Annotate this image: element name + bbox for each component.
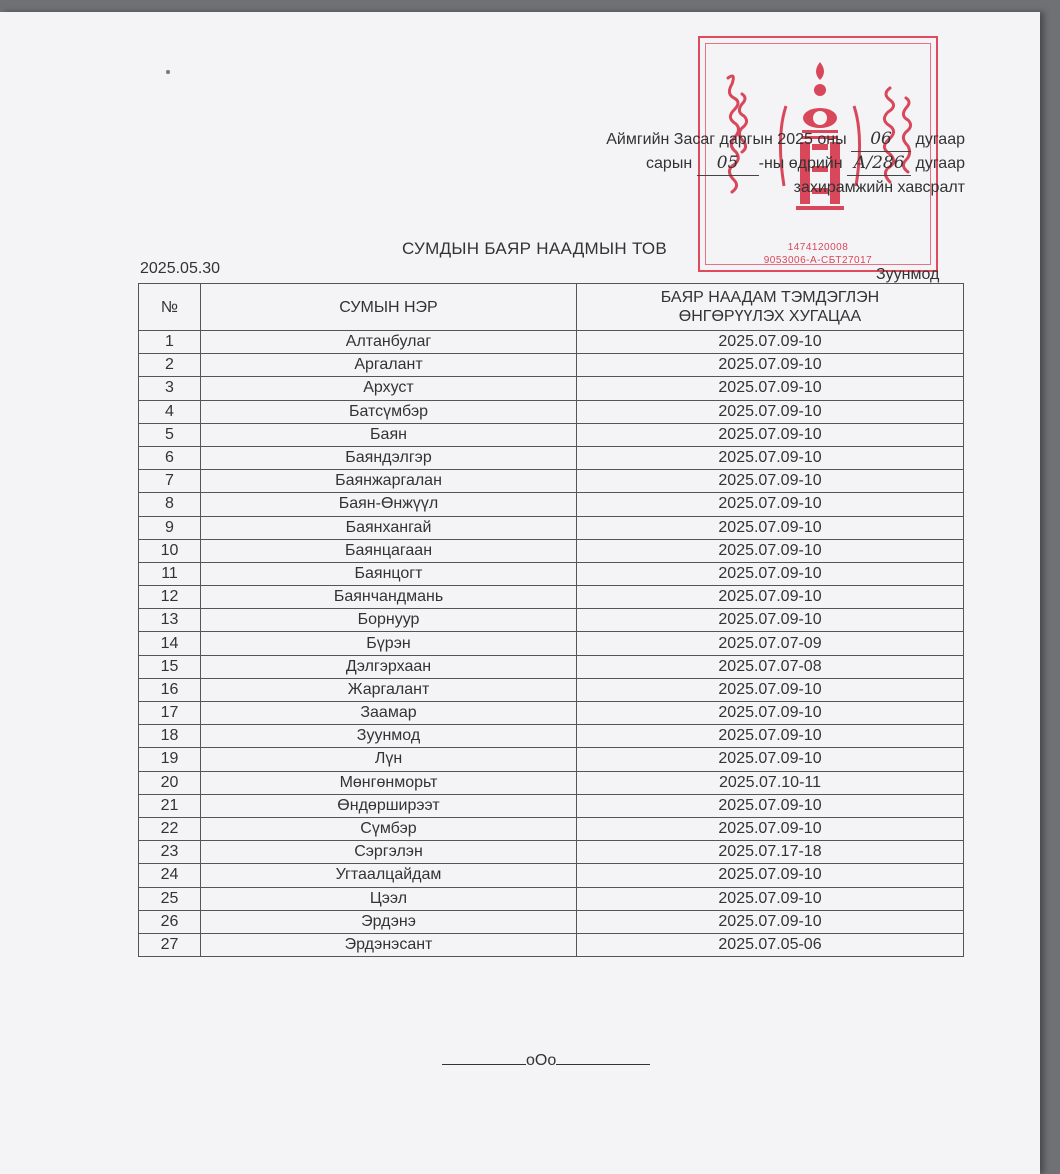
- soum-name: Батсүмбэр: [201, 400, 577, 423]
- row-number: 21: [139, 794, 201, 817]
- decree-line-3: захирамжийн хавсралт: [793, 179, 965, 196]
- end-line-left: [442, 1064, 526, 1065]
- table-row: [139, 817, 964, 840]
- decree-line2-suffix: дугаар: [915, 155, 965, 172]
- soum-name: Баянжаргалан: [201, 470, 577, 493]
- soum-name: Баянцагаан: [201, 539, 577, 562]
- decree-month-number: 06: [851, 128, 911, 152]
- soum-name: Зуунмод: [201, 725, 577, 748]
- row-number: 16: [139, 678, 201, 701]
- soum-name: Угтаалцайдам: [201, 864, 577, 887]
- table-row: [139, 562, 964, 585]
- soum-name: Баяндэлгэр: [201, 446, 577, 469]
- row-number: 1: [139, 331, 201, 354]
- table-row: [139, 864, 964, 887]
- document-date: 2025.05.30: [140, 260, 221, 277]
- row-number: 9: [139, 516, 201, 539]
- seal-number-1: 1474120008: [787, 242, 849, 253]
- soum-name: Аргалант: [201, 354, 577, 377]
- festival-period: 2025.07.09-10: [577, 354, 964, 377]
- document-page: [0, 12, 1040, 1174]
- festival-period: 2025.07.17-18: [577, 841, 964, 864]
- row-number: 4: [139, 400, 201, 423]
- table-row: [139, 446, 964, 469]
- table-row: [139, 539, 964, 562]
- table-header-row: [139, 284, 964, 331]
- soum-name: Жаргалант: [201, 678, 577, 701]
- soum-name: Баянчандмань: [201, 586, 577, 609]
- row-number: 7: [139, 470, 201, 493]
- festival-period: 2025.07.09-10: [577, 516, 964, 539]
- document-end-mark: [442, 1052, 650, 1070]
- row-number: 19: [139, 748, 201, 771]
- festival-period: 2025.07.07-09: [577, 632, 964, 655]
- table-row: [139, 354, 964, 377]
- table-row: [139, 910, 964, 933]
- festival-period: 2025.07.09-10: [577, 910, 964, 933]
- festival-period: 2025.07.05-06: [577, 933, 964, 956]
- festival-period: 2025.07.09-10: [577, 794, 964, 817]
- header-period-line2: ӨНГӨРҮҮЛЭХ ХУГАЦАА: [678, 308, 862, 325]
- table-row: [139, 493, 964, 516]
- table-row: [139, 933, 964, 956]
- festival-period: 2025.07.07-08: [577, 655, 964, 678]
- festival-period: 2025.07.09-10: [577, 470, 964, 493]
- festival-period: 2025.07.09-10: [577, 864, 964, 887]
- soum-name: Дэлгэрхаан: [201, 655, 577, 678]
- row-number: 3: [139, 377, 201, 400]
- soum-name: Сүмбэр: [201, 817, 577, 840]
- soum-name: Архуст: [201, 377, 577, 400]
- row-number: 6: [139, 446, 201, 469]
- schedule-table: [138, 283, 964, 957]
- seal-number-2: 9053006-А-СБТ27017: [763, 255, 873, 266]
- header-soum-name: СУМЫН НЭР: [201, 284, 577, 331]
- festival-period: 2025.07.09-10: [577, 377, 964, 400]
- soum-name: Мөнгөнморьт: [201, 771, 577, 794]
- festival-period: 2025.07.09-10: [577, 423, 964, 446]
- table-row: [139, 725, 964, 748]
- end-line-right: [556, 1064, 650, 1065]
- soum-name: Борнуур: [201, 609, 577, 632]
- table-row: [139, 655, 964, 678]
- festival-period: 2025.07.09-10: [577, 678, 964, 701]
- row-number: 14: [139, 632, 201, 655]
- row-number: 17: [139, 702, 201, 725]
- table-row: [139, 841, 964, 864]
- table-row: [139, 586, 964, 609]
- table-row: [139, 794, 964, 817]
- table-row: [139, 748, 964, 771]
- soum-name: Баян-Өнжүүл: [201, 493, 577, 516]
- table-row: [139, 702, 964, 725]
- row-number: 18: [139, 725, 201, 748]
- row-number: 5: [139, 423, 201, 446]
- decree-line2-middle: -ны өдрийн: [758, 155, 843, 172]
- document-title: СУМДЫН БАЯР НААДМЫН ТОВ: [402, 239, 668, 258]
- table-row: [139, 771, 964, 794]
- table-row: [139, 377, 964, 400]
- soum-name: Бүрэн: [201, 632, 577, 655]
- table-body: [139, 331, 964, 957]
- row-number: 11: [139, 562, 201, 585]
- row-number: 23: [139, 841, 201, 864]
- table-row: [139, 516, 964, 539]
- decree-line2-prefix: сарын: [646, 155, 693, 172]
- document-place: Зуунмод: [876, 266, 940, 283]
- row-number: 24: [139, 864, 201, 887]
- table-row: [139, 887, 964, 910]
- row-number: 26: [139, 910, 201, 933]
- festival-period: 2025.07.09-10: [577, 887, 964, 910]
- table-row: [139, 423, 964, 446]
- table-row: [139, 609, 964, 632]
- header-period-line1: БАЯР НААДАМ ТЭМДЭГЛЭН: [660, 289, 880, 306]
- soum-name: Алтанбулаг: [201, 331, 577, 354]
- row-number: 8: [139, 493, 201, 516]
- festival-period: 2025.07.09-10: [577, 446, 964, 469]
- header-number: №: [139, 284, 201, 331]
- decree-day-number: 05: [697, 152, 759, 176]
- row-number: 20: [139, 771, 201, 794]
- paper-speck: [166, 70, 170, 74]
- soum-name: Заамар: [201, 702, 577, 725]
- soum-name: Баянхангай: [201, 516, 577, 539]
- decree-order-number: А/286: [847, 152, 911, 176]
- decree-line-2: [606, 152, 965, 176]
- festival-period: 2025.07.09-10: [577, 609, 964, 632]
- table-row: [139, 331, 964, 354]
- decree-reference: [606, 128, 965, 199]
- soum-name: Лүн: [201, 748, 577, 771]
- decree-line1-prefix: Аймгийн Засаг даргын 2025 оны: [606, 131, 847, 148]
- festival-period: 2025.07.09-10: [577, 539, 964, 562]
- row-number: 15: [139, 655, 201, 678]
- table-row: [139, 470, 964, 493]
- row-number: 27: [139, 933, 201, 956]
- festival-period: 2025.07.10-11: [577, 771, 964, 794]
- header-period: [577, 284, 964, 331]
- soum-name: Цээл: [201, 887, 577, 910]
- festival-period: 2025.07.09-10: [577, 702, 964, 725]
- festival-period: 2025.07.09-10: [577, 562, 964, 585]
- soum-name: Баянцогт: [201, 562, 577, 585]
- decree-line1-suffix: дугаар: [915, 131, 965, 148]
- festival-period: 2025.07.09-10: [577, 817, 964, 840]
- festival-period: 2025.07.09-10: [577, 725, 964, 748]
- row-number: 10: [139, 539, 201, 562]
- festival-period: 2025.07.09-10: [577, 493, 964, 516]
- soum-name: Өндөрширээт: [201, 794, 577, 817]
- row-number: 13: [139, 609, 201, 632]
- soum-name: Эрдэнэ: [201, 910, 577, 933]
- table-row: [139, 678, 964, 701]
- soum-name: Баян: [201, 423, 577, 446]
- festival-period: 2025.07.09-10: [577, 748, 964, 771]
- soum-name: Эрдэнэсант: [201, 933, 577, 956]
- festival-period: 2025.07.09-10: [577, 586, 964, 609]
- table-row: [139, 400, 964, 423]
- festival-period: 2025.07.09-10: [577, 400, 964, 423]
- soum-name: Сэргэлэн: [201, 841, 577, 864]
- decree-line-1: [606, 128, 965, 152]
- row-number: 22: [139, 817, 201, 840]
- row-number: 12: [139, 586, 201, 609]
- festival-period: 2025.07.09-10: [577, 331, 964, 354]
- table-row: [139, 632, 964, 655]
- row-number: 25: [139, 887, 201, 910]
- end-mark-text: oOo: [526, 1052, 557, 1069]
- row-number: 2: [139, 354, 201, 377]
